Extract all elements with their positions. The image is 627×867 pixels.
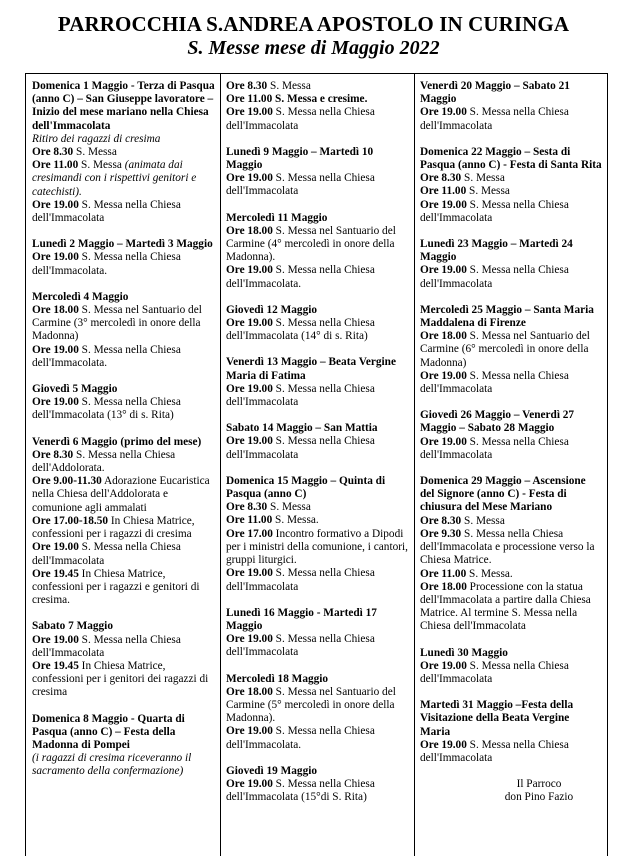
schedule-entry (226, 80, 409, 133)
entry-line (226, 172, 409, 198)
entry-heading: Giovedì 26 Maggio – Venerdì 27 Maggio – Sabato 28 Maggio (420, 409, 575, 435)
entry-time: Ore 8.30 (226, 501, 268, 514)
entry-text: S. Messa nella Chiesa dell'Immacolata (420, 659, 569, 685)
entry-line (32, 515, 215, 541)
entry-text: S. Messa nella Chiesa dell'Immacolata (15°di S. Rita) (226, 777, 375, 804)
entry-line (226, 225, 409, 265)
entry-text: S. Messa (78, 159, 125, 172)
entry-heading: Domenica 1 Maggio - Terza di Pasqua (anno C) – San Giuseppe lavoratore – Inizio del mese mariano nella Chiesa dell'Immacolata (32, 80, 215, 132)
entry-text: S. Messa nel Santuario del Carmine (3° mercoledì in onore della Madonna) (32, 304, 202, 343)
entry-line (32, 146, 215, 159)
entry-time: Ore 18.00 (226, 685, 273, 698)
entry-time: Ore 19.00 (226, 725, 273, 738)
entry-time: Ore 8.30 (420, 514, 462, 527)
signature-role: Il Parroco (516, 778, 562, 791)
entry-time: Ore 19.00 (226, 264, 273, 277)
entry-heading: Lunedì 23 Maggio – Martedì 24 Maggio (420, 238, 573, 264)
entry-text: S. Messa nel Santuario del Carmine (4° mercoledì in onore della Madonna). (226, 224, 396, 264)
entry-line (32, 660, 215, 700)
entry-line (420, 264, 602, 290)
entry-line (420, 436, 602, 462)
entry-heading: Lunedì 30 Maggio (420, 646, 508, 659)
entry-heading: Giovedì 19 Maggio (226, 764, 317, 777)
entry-heading: Mercoledì 25 Maggio – Santa Maria Maddalena di Firenze (420, 303, 594, 330)
entry-line (420, 172, 602, 185)
entry-time: Ore 19.00 (420, 369, 467, 382)
entry-time: Ore 18.00 (420, 330, 467, 343)
entry-heading: Sabato 7 Maggio (32, 620, 113, 633)
entry-line (420, 185, 602, 198)
entry-time: Ore 8.30 (420, 172, 462, 185)
entry-time: Ore 19.00 (32, 633, 79, 646)
entry-text: S. Messa (73, 146, 117, 159)
entry-heading: Martedì 31 Maggio –Festa della Visitazione della Beata Vergine Maria (420, 699, 574, 738)
schedule-entry (226, 607, 409, 660)
schedule-entry (420, 146, 602, 225)
entry-time: Ore 8.30 (226, 80, 268, 92)
entry-time: Ore 19.00 (226, 172, 273, 185)
entry-line (226, 93, 409, 106)
entry-time: Ore 19.00 (226, 317, 273, 330)
entry-line (226, 501, 409, 514)
entry-text: S. Messa nella Chiesa dell'Immacolata. (32, 343, 181, 369)
entry-time: Ore 19.00 (226, 382, 273, 395)
entry-line (32, 568, 215, 608)
entry-text: S. Messa (267, 80, 311, 92)
entry-text: In Chiesa Matrice, confessioni per i ragazzi e genitori di cresima. (32, 567, 200, 607)
entry-text: S. Messa nella Chiesa dell'Immacolata (13° di s. Rita) (32, 396, 181, 422)
entry-text: Incontro formativo a Dipodi per i ministri della comunione, i cantori, gruppi liturgici. (226, 527, 408, 567)
entry-time: Ore 9.00-11.30 (32, 475, 102, 488)
entry-time: Ore 19.45 (32, 567, 79, 580)
entry-time: Ore 18.00 (32, 304, 79, 317)
schedule-entry (32, 238, 215, 278)
schedule-entry (420, 238, 602, 291)
entry-line (226, 528, 409, 568)
entry-time: Ore 19.00 (32, 343, 79, 356)
schedule-entry (226, 146, 409, 199)
entry-text: S. Messa nella Chiesa dell'Immacolata (32, 633, 181, 659)
entry-text: Adorazione Eucaristica nella Chiesa dell'Addolorata e comunione agli ammalati (32, 475, 210, 514)
schedule-entry (226, 304, 409, 344)
entry-line (32, 475, 215, 515)
schedule-entry (32, 436, 215, 608)
entry-heading: Domenica 8 Maggio - Quarta di Pasqua (anno C) – Festa della Madonna di Pompei (32, 712, 185, 751)
entry-text: S. Messa nella Chiesa dell'Immacolata (420, 369, 569, 396)
entry-heading: Lunedì 9 Maggio – Martedì 10 Maggio (226, 145, 374, 172)
schedule-entry (420, 304, 602, 396)
entry-heading: Lunedì 2 Maggio – Martedì 3 Maggio (32, 238, 213, 251)
entry-time: Ore 11.00 S. Messa e cresime. (226, 93, 368, 106)
entry-line (226, 80, 409, 93)
entry-text: S. Messa nella Chiesa dell'Addolorata. (32, 448, 176, 475)
entry-line (32, 304, 215, 344)
entry-time: Ore 8.30 (32, 146, 74, 159)
schedule-entry (32, 383, 215, 423)
entry-text: S. Messa nella Chiesa dell'Immacolata (226, 106, 375, 132)
schedule-entry (420, 699, 602, 765)
entry-text: S. Messa nella Chiesa dell'Immacolata (420, 198, 569, 224)
entry-time: Ore 11.00 (32, 159, 79, 172)
entry-heading: Lunedì 16 Maggio - Martedì 17 Maggio (226, 606, 377, 632)
entry-text: S. Messa nella Chiesa dell'Immacolata e processione verso la Chiesa Matrice. (420, 527, 595, 567)
entry-time: Ore 19.45 (32, 659, 79, 672)
entry-text: S. Messa. (272, 514, 319, 527)
entry-line (226, 264, 409, 290)
entry-note: (i ragazzi di cresima riceveranno il sacramento della confermazione) (32, 752, 192, 778)
entry-text: S. Messa nella Chiesa dell'Immacolata (32, 541, 181, 567)
entry-text: S. Messa nella Chiesa dell'Immacolata (420, 435, 569, 461)
entry-line (420, 515, 602, 528)
entry-heading: Mercoledì 4 Maggio (32, 290, 129, 303)
entry-heading: Domenica 29 Maggio – Ascensione del Signore (anno C) - Festa di chiusura del Mese Mariano (420, 475, 586, 514)
entry-text: Processione con la statua dell'Immacolata a partire dalla Chiesa Matrice. Al termine S. Messa nella Chiesa dell'Immacolata (420, 580, 591, 633)
column-3-entries (420, 80, 602, 765)
entry-time: Ore 8.30 (32, 448, 74, 461)
schedule-entry (226, 422, 409, 462)
entry-text: S. Messa nella Chiesa dell'Immacolata (420, 106, 569, 132)
entry-heading: Giovedì 12 Maggio (226, 303, 317, 316)
entry-text: S. Messa nella Chiesa dell'Immacolata (226, 172, 375, 198)
entry-time: Ore 19.00 (32, 251, 79, 264)
schedule-entry (226, 475, 409, 594)
entry-text: S. Messa (267, 501, 311, 514)
entry-line (420, 528, 602, 568)
signature-name: don Pino Fazio (504, 791, 574, 804)
schedule-entry (420, 647, 602, 687)
entry-text: S. Messa nella Chiesa dell'Immacolata (226, 567, 375, 593)
entry-line (226, 383, 409, 409)
schedule-entry (226, 212, 409, 291)
schedule-table (25, 73, 608, 856)
entry-line (32, 541, 215, 567)
entry-time: Ore 11.00 (420, 185, 467, 198)
schedule-entry (420, 475, 602, 633)
entry-line (226, 514, 409, 527)
schedule-entry (32, 620, 215, 699)
entry-heading: Venerdì 13 Maggio – Beata Vergine Maria di Fatima (226, 356, 396, 382)
entry-time: Ore 19.00 (226, 777, 273, 790)
entry-line (32, 449, 215, 475)
entry-time: Ore 19.00 (420, 738, 467, 751)
entry-line (32, 344, 215, 370)
entry-time: Ore 19.00 (32, 198, 79, 211)
entry-text: S. Messa nella Chiesa dell'Immacolata (226, 435, 375, 461)
signature-block (420, 778, 602, 804)
entry-time: Ore 19.00 (32, 396, 79, 409)
entry-line (32, 396, 215, 422)
entry-line (226, 725, 409, 751)
entry-heading: Domenica 22 Maggio – Sesta di Pasqua (anno C) - Festa di Santa Rita (420, 145, 602, 172)
entry-text: S. Messa nella Chiesa dell'Immacolata (32, 198, 181, 225)
entry-time: Ore 19.00 (420, 435, 467, 448)
entry-line (226, 567, 409, 593)
entry-time: Ore 11.00 (420, 567, 467, 580)
entry-line (226, 106, 409, 132)
entry-heading: Mercoledì 18 Maggio (226, 672, 329, 685)
entry-line (226, 435, 409, 461)
entry-text: S. Messa nella Chiesa dell'Immacolata. (226, 264, 375, 290)
page-title: PARROCCHIA S.ANDREA APOSTOLO IN CURINGA (57, 12, 570, 36)
schedule-entry (420, 409, 602, 462)
entry-line (226, 778, 409, 804)
entry-time: Ore 19.00 (420, 264, 467, 277)
entry-heading: Giovedì 5 Maggio (32, 383, 118, 396)
entry-time: Ore 9.30 (420, 527, 462, 540)
entry-note: Ritiro dei ragazzi di cresima (32, 132, 161, 145)
entry-heading: Sabato 14 Maggio – San Mattia (226, 422, 378, 435)
entry-text: S. Messa nel Santuario del Carmine (5° mercoledì in onore della Madonna). (226, 685, 396, 725)
schedule-entry (32, 713, 215, 779)
entry-line (420, 660, 602, 686)
schedule-entry (32, 80, 215, 225)
entry-line (226, 633, 409, 659)
entry-line (32, 752, 215, 778)
entry-time: Ore 19.00 (226, 435, 273, 448)
entry-heading: Domenica 15 Maggio – Quinta di Pasqua (anno C) (226, 474, 386, 501)
entry-line (32, 159, 215, 199)
entry-time: Ore 17.00-18.50 (32, 514, 109, 527)
entry-text: S. Messa nel Santuario del Carmine (6° mercoledì in onore della Madonna) (420, 330, 590, 369)
entry-line (420, 370, 602, 396)
entry-text: S. Messa (461, 172, 505, 185)
entry-line (226, 686, 409, 726)
entry-heading: Mercoledì 11 Maggio (226, 211, 328, 224)
entry-line (420, 581, 602, 634)
entry-line (420, 330, 602, 370)
entry-line (420, 739, 602, 765)
entry-text: S. Messa nella Chiesa dell'Immacolata (14° di s. Rita) (226, 317, 375, 343)
entry-text: In Chiesa Matrice, confessioni per i ragazzi di cresima (32, 514, 195, 541)
entry-text: In Chiesa Matrice, confessioni per i genitori dei ragazzi di cresima (32, 659, 209, 699)
entry-text: S. Messa. (466, 567, 513, 580)
entry-time: Ore 11.00 (226, 514, 273, 527)
entry-time: Ore 18.00 (226, 224, 273, 237)
entry-time: Ore 17.00 (226, 527, 273, 540)
schedule-entry (420, 80, 602, 133)
entry-note: (animata dai cresimandi con i rispettivi genitori e catechisti). (32, 159, 197, 198)
entry-heading: Venerdì 6 Maggio (primo del mese) (32, 435, 202, 448)
entry-text: S. Messa (466, 185, 510, 198)
entry-time: Ore 19.00 (420, 659, 467, 672)
entry-time: Ore 19.00 (420, 106, 467, 119)
schedule-column-1 (25, 74, 221, 856)
entry-line (32, 133, 215, 146)
entry-text: S. Messa nella Chiesa dell'Immacolata (226, 382, 375, 409)
entry-time: Ore 19.00 (32, 541, 79, 554)
entry-line (32, 199, 215, 225)
schedule-column-2 (220, 74, 415, 856)
entry-text: S. Messa nella Chiesa dell'Immacolata. (32, 251, 181, 277)
schedule-entry (226, 673, 409, 752)
schedule-entry (226, 765, 409, 805)
schedule-entry (32, 291, 215, 370)
entry-time: Ore 19.00 (226, 106, 273, 119)
entry-time: Ore 19.00 (420, 198, 467, 211)
entry-time: Ore 19.00 (226, 633, 273, 646)
entry-text: S. Messa nella Chiesa dell'Immacolata. (226, 725, 375, 751)
schedule-entry (226, 356, 409, 409)
entry-time: Ore 18.00 (420, 580, 467, 593)
entry-text: S. Messa (461, 514, 505, 527)
entry-text: S. Messa nella Chiesa dell'Immacolata (420, 264, 569, 290)
page-subtitle: S. Messe mese di Maggio 2022 (187, 37, 440, 59)
entry-line (226, 317, 409, 343)
entry-line (420, 568, 602, 581)
entry-line (32, 634, 215, 660)
entry-line (420, 199, 602, 225)
entry-text: S. Messa nella Chiesa dell'Immacolata (226, 633, 375, 659)
schedule-column-3 (414, 74, 608, 856)
entry-line (420, 106, 602, 132)
entry-heading: Venerdì 20 Maggio – Sabato 21 Maggio (420, 80, 570, 106)
entry-line (32, 251, 215, 277)
entry-text: S. Messa nella Chiesa dell'Immacolata (420, 738, 569, 764)
entry-time: Ore 19.00 (226, 567, 273, 580)
